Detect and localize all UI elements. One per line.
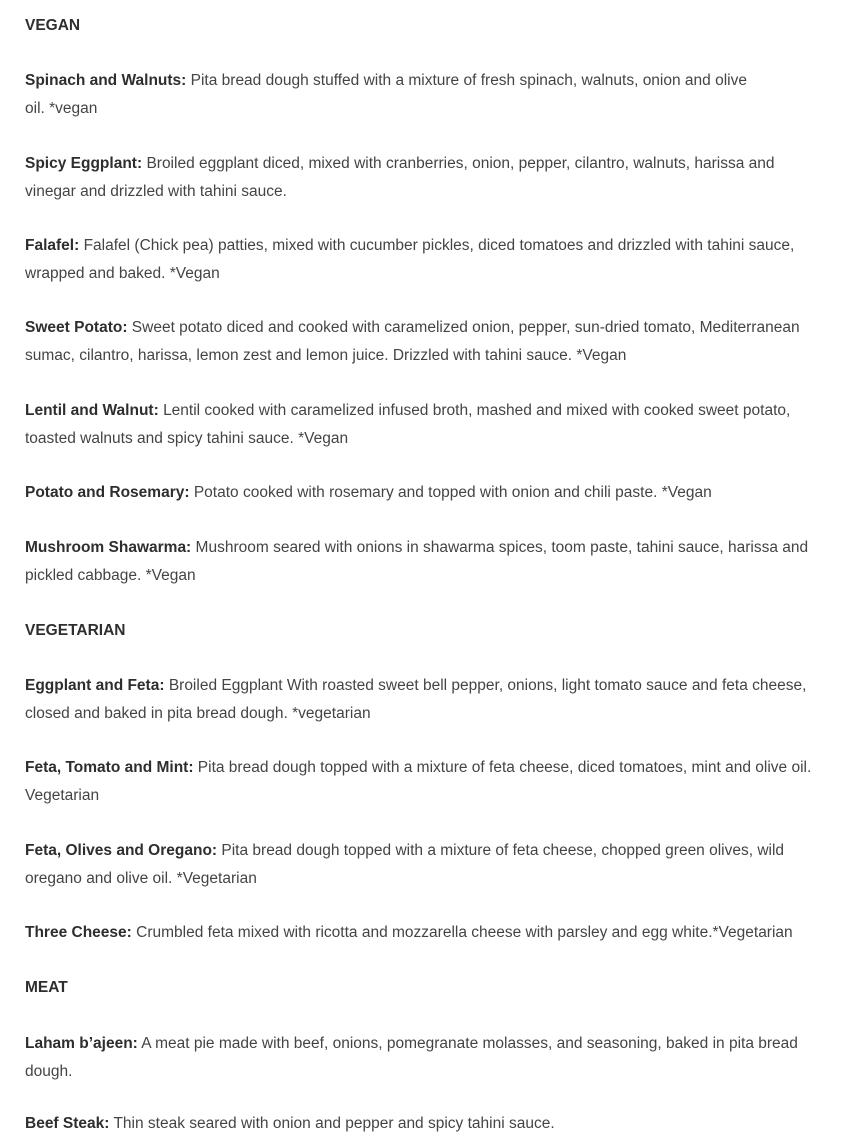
menu-item <box>25 919 825 947</box>
menu-item-name: Three Cheese: <box>25 924 132 941</box>
section-heading-vegetarian: VEGETARIAN <box>25 622 126 639</box>
menu-item <box>25 1110 825 1138</box>
menu-item-description: Mushroom seared with onions in shawarma spices, toom paste, tahini sauce, harissa and pickled cabbage. *Vegan <box>25 539 809 584</box>
menu-item-name: Spicy Eggplant: <box>25 155 143 172</box>
menu-item-description: Lentil cooked with caramelized infused broth, mashed and mixed with cooked sweet potato, toasted walnuts and spicy tahini sauce. *Vegan <box>25 402 791 447</box>
menu-item-description: Potato cooked with rosemary and topped with onion and chili paste. *Vegan <box>193 484 712 501</box>
menu-item <box>25 397 815 452</box>
menu-item-name: Feta, Olives and Oregano: <box>25 842 218 859</box>
menu-item-description: Broiled eggplant diced, mixed with cranberries, onion, pepper, cilantro, walnuts, harissa and vinegar and drizzled with tahini sauce. <box>25 155 775 200</box>
menu-item <box>25 672 825 727</box>
menu-item-name: Spinach and Walnuts: <box>25 72 187 89</box>
menu-item-name: Beef Steak: <box>25 1115 110 1132</box>
menu-item-description: Crumbled feta mixed with ricotta and mozzarella cheese with parsley and egg white.*Vegetarian <box>136 924 793 941</box>
menu-item-name: Eggplant and Feta: <box>25 677 165 694</box>
section-heading-vegan: VEGAN <box>25 17 81 34</box>
menu-item <box>25 232 820 287</box>
menu-item-name: Feta, Tomato and Mint: <box>25 759 194 776</box>
menu-item-description: Falafel (Chick pea) patties, mixed with cucumber pickles, diced tomatoes and drizzled with tahini sauce, wrapped and baked. *Vegan <box>25 237 795 282</box>
menu-item <box>25 314 825 369</box>
menu-item <box>25 837 815 892</box>
menu-item-description: Sweet potato diced and cooked with caramelized onion, pepper, sun-dried tomato, Mediterranean sumac, cilantro, harissa, lemon zest and lemon juice. Drizzled with tahini sauce. *Vegan <box>25 319 800 364</box>
menu-item-description: Pita bread dough stuffed with a mixture of fresh spinach, walnuts, onion and olive oil. *vegan <box>25 72 747 117</box>
menu-item-name: Mushroom Shawarma: <box>25 539 192 556</box>
menu-item-description: Broiled Eggplant With roasted sweet bell pepper, onions, light tomato sauce and feta cheese, closed and baked in pita bread dough. *vegetarian <box>25 677 807 722</box>
menu-item <box>25 534 820 589</box>
menu-item-name: Potato and Rosemary: <box>25 484 190 501</box>
menu-item <box>25 150 815 205</box>
menu-item <box>25 479 825 507</box>
menu-item-name: Laham b’ajeen: <box>25 1035 138 1052</box>
menu-item-description: Thin steak seared with onion and pepper and spicy tahini sauce. <box>113 1115 555 1132</box>
section-heading-meat: MEAT <box>25 979 68 996</box>
menu-item-description: Pita bread dough topped with a mixture of feta cheese, diced tomatoes, mint and olive oil. Vegetarian <box>25 759 812 804</box>
menu-item-name: Lentil and Walnut: <box>25 402 159 419</box>
menu-item-description: A meat pie made with beef, onions, pomegranate molasses, and seasoning, baked in pita bread dough. <box>25 1035 798 1080</box>
menu-item <box>25 67 765 122</box>
menu-item-name: Falafel: <box>25 237 80 254</box>
menu-item-description: Pita bread dough topped with a mixture of feta cheese, chopped green olives, wild oregano and olive oil. *Vegetarian <box>25 842 785 887</box>
menu-item-name: Sweet Potato: <box>25 319 128 336</box>
menu-item <box>25 1030 820 1085</box>
menu-item <box>25 754 815 809</box>
